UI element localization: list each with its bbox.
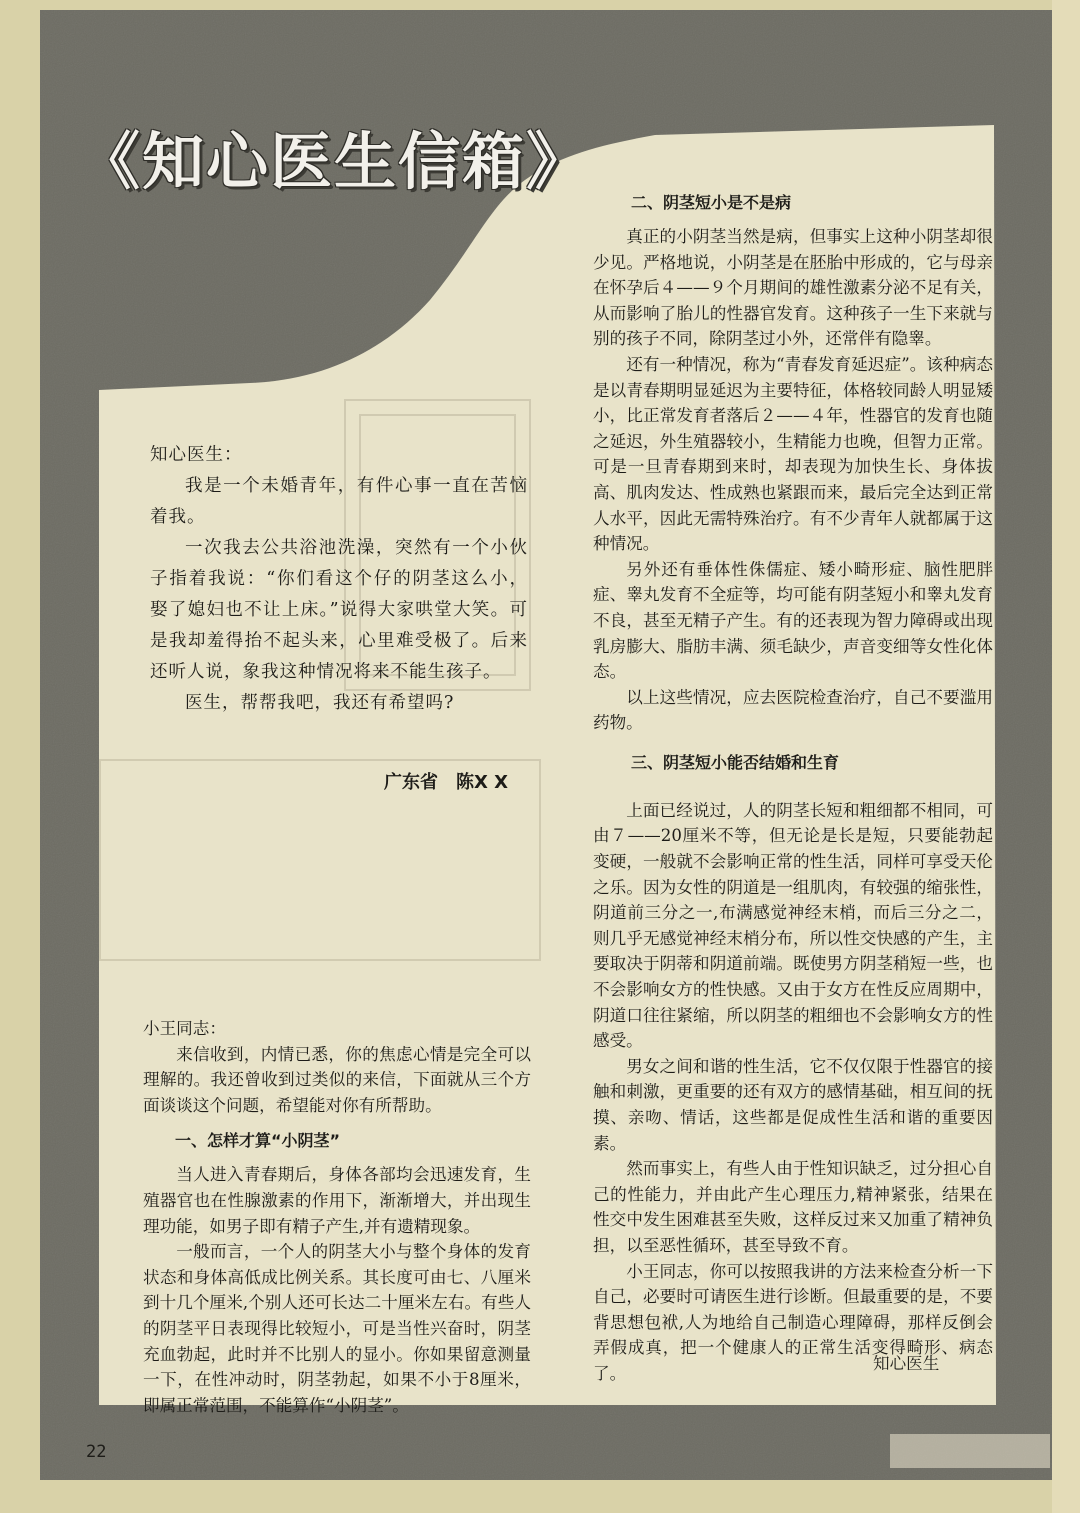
section2-paragraph: 以上这些情况，应去医院检查治疗，自己不要滥用药物。 [593, 687, 993, 733]
section2-paragraph: 另外还有垂体性侏儒症、矮小畸形症、脑性肥胖症、睾丸发育不全症等，均可能有阴茎短小和睾丸发育不良，甚至无精子产生。有的还表现为智力障碍或出现乳房膨大、脂肪丰满、须毛缺少，声音变细等女性化体态。 [593, 559, 993, 682]
section3-paragraph: 然而事实上，有些人由于性知识缺乏，过分担心自己的性能力，并由此产生心理压力,精神紧张，结果在性交中发生困难甚至失败，这样反过来又加重了精神负担，以至恶性循环，甚至导致不育。 [593, 1159, 993, 1255]
section1-paragraph: 当人进入青春期后，身体各部均会迅速发育，生殖器官也在性腺激素的作用下，渐渐增大，并出现生理功能，如男子即有精子产生,并有遗精现象。 [143, 1165, 531, 1236]
section1-paragraph: 一般而言，一个人的阴茎大小与整个身体的发育状态和身体高低成比例关系。其长度可由七、八厘米到十几个厘米,个别人还可长达二十厘米左右。有些人的阴茎平日表现得比较短小，可是当性兴奋时，阴茎充血勃起，此时并不比别人的显小。你如果留意测量一下，在性冲动时，阴茎勃起，如果不小于8厘米，即属正常范围，不能算作“小阴茎”。 [143, 1242, 531, 1415]
reply-right-column [593, 190, 993, 1387]
section3-paragraph: 小王同志，你可以按照我讲的方法来检查分析一下自己，必要时可请医生进行诊断。但最重要的是，不要背思想包袱,人为地给自己制造心理障碍，那样反倒会弄假成真，把一个健康人的正常生活变得畸形、病态了。 [593, 1261, 993, 1383]
reply-intro: 来信收到，内情已悉，你的焦虑心情是完全可以理解的。我还曾收到过类似的来信，下面就从三个方面谈谈这个问题，希望能对你有所帮助。 [143, 1044, 531, 1115]
page-title: 《知心医生信箱》 [78, 125, 591, 198]
reply-left-column [143, 1016, 531, 1418]
reply-signoff: 知心医生 [873, 1354, 940, 1373]
page-number: 22 [86, 1442, 107, 1462]
letter-paragraph: 医生，帮帮我吧，我还有希望吗? [185, 693, 455, 713]
section3-paragraph: 男女之间和谐的性生活，它不仅仅限于性器官的接触和刺激，更重要的还有双方的感情基础，相互间的抚摸、亲吻、情话，这些都是促成性生活和谐的重要因素。 [593, 1056, 993, 1153]
watermark-stamp [890, 1434, 1050, 1468]
section1-heading: 一、怎样才算“小阴茎” [175, 1131, 341, 1151]
letter-paragraph: 我是一个未婚青年，有件心事一直在苦恼着我。 [150, 476, 528, 527]
section2-paragraph: 还有一种情况，称为“青春发育延迟症”。该种病态是以青春期明显延迟为主要特征，体格较同龄人明显矮小，比正常发育者落后２——４年，性器官的发育也随之延迟，外生殖器较小，生精能力也晚，但智力正常。可是一旦青春期到来时，却表现为加快生长、身体拔高、肌肉发达、性成熟也紧跟而来，最后完全达到正常人水平，因此无需特殊治疗。有不少青年人就都属于这种情况。 [593, 354, 993, 554]
letter-salutation: 知心医生： [150, 445, 243, 465]
section3-paragraph: 上面已经说过，人的阴茎长短和粗细都不相同，可由７——20厘米不等，但无论是长是短，只要能勃起变硬，一般就不会影响正常的性生活，同样可享受天伦之乐。因为女性的阴道是一组肌肉，有较强的缩张性，阴道前三分之一,布满感觉神经末梢，而后三分之二，则几乎无感觉神经末梢分布，所以性交快感的产生，主要取决于阴蒂和阴道前端。既使男方阴茎稍短一些，也不会影响女方的性快感。又由于女方在性反应周期中，阴道口往往紧缩，所以阴茎的粗细也不会影响女方的性感受。 [593, 800, 993, 1051]
reader-letter [150, 440, 528, 719]
reply-salutation: 小王同志： [143, 1019, 226, 1038]
letter-paragraph: 一次我去公共浴池洗澡，突然有一个小伙子指着我说：“你们看这个仔的阴茎这么小，娶了媳妇也不让上床。”说得大家哄堂大笑。可是我却羞得抬不起头来，心里难受极了。后来还听人说，象我这种情况将来不能生孩子。 [150, 538, 528, 682]
letter-signature: 广东省 陈X X [384, 772, 509, 793]
section2-heading: 二、阴茎短小是不是病 [631, 193, 792, 212]
section2-paragraph: 真正的小阴茎当然是病，但事实上这种小阴茎却很少见。严格地说，小阴茎是在胚胎中形成的，它与母亲在怀孕后４——９个月期间的雄性激素分泌不足有关，从而影响了胎儿的性器官发育。这种孩子一生下来就与别的孩子不同，除阴茎过小外，还常伴有隐睾。 [593, 227, 993, 349]
section3-heading: 三、阴茎短小能否结婚和生育 [631, 752, 840, 772]
